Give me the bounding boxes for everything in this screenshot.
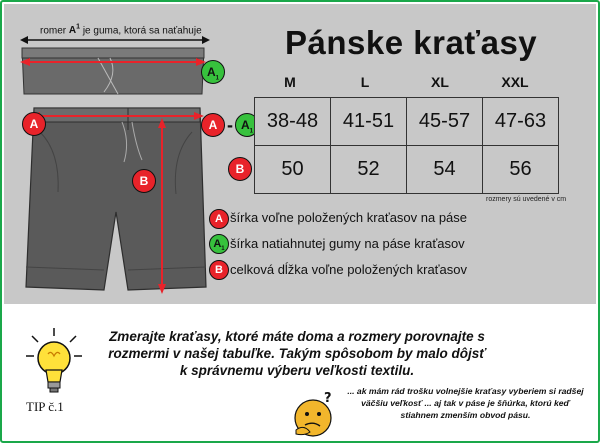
units-note: rozmery sú uvedené v cm xyxy=(486,196,567,203)
size-header-m: M xyxy=(284,74,296,90)
table-row xyxy=(255,146,559,194)
table-cell: 45-57 xyxy=(407,98,483,146)
table-cell: 38-48 xyxy=(255,98,331,146)
row-dash: - xyxy=(227,115,233,135)
badge-a-shorts: A xyxy=(22,112,46,136)
row-badge-b: B xyxy=(228,157,252,181)
legend-text-a1: šírka natiahnutej gumy na páse kraťasov xyxy=(230,236,465,251)
size-header-xxl: XXL xyxy=(501,74,529,90)
legend-badge-a: A xyxy=(209,209,229,229)
table-cell: 52 xyxy=(331,146,407,194)
lightbulb-icon xyxy=(24,326,84,396)
badge-a1-top: $A_1$ xyxy=(201,60,225,84)
waistband-measure-arrow xyxy=(20,34,210,46)
shorts-illustration xyxy=(20,102,210,302)
svg-text:?: ? xyxy=(324,391,332,406)
table-cell: 47-63 xyxy=(483,98,559,146)
main-tip-text: Zmerajte kraťasy, ktoré máte doma a rozmery porovnajte s rozmermi v našej tabuľke. Takým spôsobom by malo dôjsť k správnemu výberu veľkosti textilu. xyxy=(108,329,486,378)
table-cell: 41-51 xyxy=(331,98,407,146)
row-badge-a: A xyxy=(201,113,225,137)
thinking-face-icon xyxy=(290,390,340,440)
table-row xyxy=(255,98,559,146)
tip-label: TIP č.1 xyxy=(26,399,64,414)
row-badge-a1: $A_1$ xyxy=(235,113,259,137)
size-header-l: L xyxy=(360,74,370,90)
legend-text-b: celková dĺžka voľne položených kraťasov xyxy=(230,262,468,277)
badge-b-shorts: B xyxy=(132,169,156,193)
waistband-caption: romer $A^1$ je guma, ktorá sa naťahuje xyxy=(40,24,202,37)
table-cell: 56 xyxy=(483,146,559,194)
legend-badge-a1: $A_1$ xyxy=(209,234,229,254)
size-header-xl: XL xyxy=(431,74,449,90)
legend-text-a: šírka voľne položených kraťasov na páse xyxy=(230,210,468,225)
table-cell: 50 xyxy=(255,146,331,194)
legend-badge-b: B xyxy=(209,260,229,280)
thinking-note-text: ... ak mám rád trošku volnejšie kraťasy vyberiem si radšej väčšiu veľkosť ... aj tak v páse je šňúrka, ktorú keď stiahnem zmenším obvod pásu. xyxy=(347,386,584,420)
table-cell: 54 xyxy=(407,146,483,194)
waistband-illustration xyxy=(18,46,208,96)
size-table xyxy=(254,97,559,194)
page-title: Pánske kraťasy xyxy=(285,24,538,61)
